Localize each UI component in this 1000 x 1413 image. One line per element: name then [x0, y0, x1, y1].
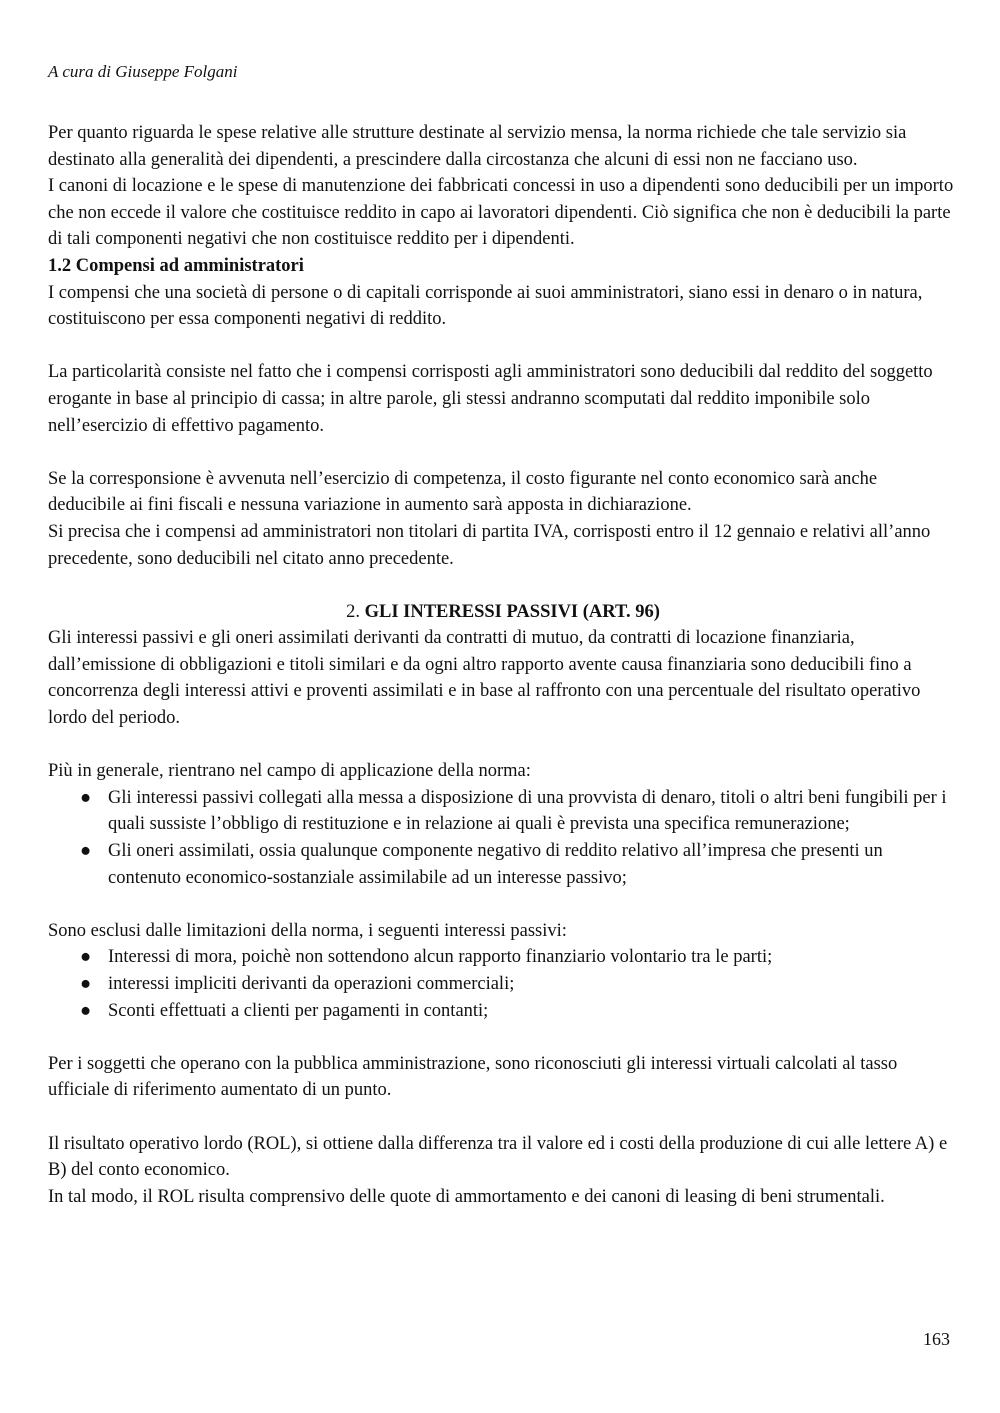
list-item-text: Gli oneri assimilati, ossia qualunque componente negativo di reddito relativo all’impresa che presenti un contenuto economico-sostanziale assimilabile ad un interesse passivo; [108, 841, 883, 888]
spacer [48, 1104, 958, 1131]
paragraph-campo-applicazione: Più in generale, rientrano nel campo di applicazione della norma: [48, 761, 531, 782]
list-item [48, 838, 958, 891]
bullet-icon: ● [80, 787, 92, 808]
bullet-icon: ● [80, 841, 92, 862]
list-campo-applicazione [48, 785, 958, 891]
document-header-author: A cura di Giuseppe Folgani [48, 62, 238, 81]
list-item [48, 785, 958, 838]
paragraph-partita-iva: Si precisa che i compensi ad amministratori non titolari di partita IVA, corrisposti entro il 12 gennaio e relativi all’anno precedente, sono deducibili nel citato anno precedente. [48, 521, 931, 569]
spacer [48, 439, 958, 466]
paragraph-rol-definizione: Il risultato operativo lordo (ROL), si ottiene dalla differenza tra il valore ed i costi della produzione di cui alle lettere A) e B) del conto economico. [48, 1133, 948, 1181]
paragraph-rol-leasing: In tal modo, il ROL risulta comprensivo delle quote di ammortamento e dei canoni di leasing di beni strumentali. [48, 1186, 885, 1207]
list-item-text: Interessi di mora, poichè non sottendono alcun rapporto finanziario volontario tra le parti; [108, 947, 773, 968]
bullet-icon: ● [80, 947, 92, 968]
paragraph-competenza: Se la corresponsione è avvenuta nell’esercizio di competenza, il costo figurante nel conto economico sarà anche deducibile ai fini fiscali e nessuna variazione in aumento sarà apposta in dichiarazione. [48, 468, 878, 516]
list-item-text: Gli interessi passivi collegati alla messa a disposizione di una provvista di denaro, titoli o altri beni fungibili per i quali sussiste l’obbligo di restituzione e in relazione ai quali è prevista una specifica remunerazione; [108, 787, 947, 835]
spacer [48, 572, 958, 599]
paragraph-compensi-intro: I compensi che una società di persone o di capitali corrisponde ai suoi amministratori, siano essi in denaro o in natura, costituiscono per essa componenti negativi di reddito. [48, 282, 923, 330]
spacer [48, 333, 958, 360]
section-number: 2. [346, 601, 360, 622]
document-body [48, 120, 958, 1210]
list-item [48, 998, 958, 1025]
paragraph-mensa: Per quanto riguarda le spese relative alle strutture destinate al servizio mensa, la norma richiede che tale servizio sia destinato alla generalità dei dipendenti, a prescindere dalla circostanza che alcuni di essi non ne facciano uso. [48, 123, 907, 170]
list-item-text: Sconti effettuati a clienti per pagamenti in contanti; [108, 1000, 489, 1021]
spacer [48, 732, 958, 759]
paragraph-canoni-locazione: I canoni di locazione e le spese di manutenzione dei fabbricati concessi in uso a dipendenti sono deducibili per un importo che non eccede il valore che costituisce reddito in capo ai lavoratori dipendenti. Ciò significa che non è deducibili la parte di tali componenti negativi che non costituisce reddito per i dipendenti. [48, 176, 954, 250]
paragraph-principio-cassa: La particolarità consiste nel fatto che i compensi corrisposti agli amministratori sono deducibili dal reddito del soggetto erogante in base al principio di cassa; in altre parole, gli stessi andranno scomputati dal reddito imponibile solo nell’esercizio di effettivo pagamento. [48, 362, 933, 436]
subheading-compensi-amministratori: 1.2 Compensi ad amministratori [48, 255, 304, 276]
bullet-icon: ● [80, 974, 92, 994]
spacer [48, 891, 958, 918]
spacer [48, 1024, 958, 1051]
list-item [48, 971, 958, 998]
list-item-text: interessi impliciti derivanti da operazioni commerciali; [108, 974, 515, 994]
section-title-interessi-passivi [48, 599, 958, 626]
bullet-icon: ● [80, 1000, 92, 1021]
paragraph-pubblica-amministrazione: Per i soggetti che operano con la pubblica amministrazione, sono riconosciuti gli interessi virtuali calcolati al tasso ufficiale di riferimento aumentato di un punto. [48, 1053, 898, 1101]
paragraph-esclusi: Sono esclusi dalle limitazioni della norma, i seguenti interessi passivi: [48, 920, 567, 941]
paragraph-interessi-intro: Gli interessi passivi e gli oneri assimilati derivanti da contratti di mutuo, da contratti di locazione finanziaria, dall’emissione di obbligazioni e titoli similari e da ogni altro rapporto avente causa finanziaria sono deducibili fino a concorrenza degli interessi attivi e proventi assimilati e in base al raffronto con una percentuale del risultato operativo lordo del periodo. [48, 628, 921, 729]
section-title-text: GLI INTERESSI PASSIVI (ART. 96) [364, 601, 660, 622]
page-number: 163 [923, 1329, 950, 1349]
list-item [48, 944, 958, 971]
list-esclusioni [48, 944, 958, 1024]
